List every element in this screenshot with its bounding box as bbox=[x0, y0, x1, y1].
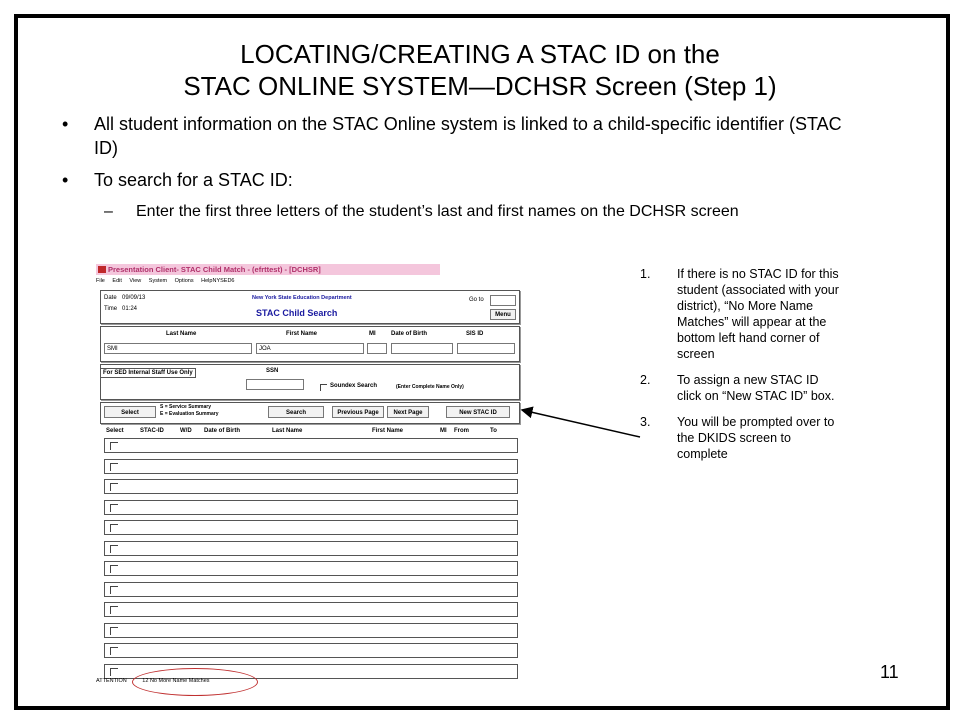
legend-evaluation-summary: E = Evaluation Summary bbox=[160, 411, 219, 417]
col-dob: Date of Birth bbox=[204, 428, 240, 434]
note-text: You will be prompted over to the DKIDS screen to complete bbox=[677, 415, 835, 461]
note-text: If there is no STAC ID for this student (associated with your district), “No More Name Matches” will appear at the bottom left hand corner of screen bbox=[677, 267, 839, 361]
row-checkbox[interactable] bbox=[110, 504, 118, 512]
legend-service-summary: S = Service Summary bbox=[160, 404, 212, 410]
table-row bbox=[104, 561, 518, 576]
status-label: ATTENTION bbox=[96, 678, 127, 684]
row-checkbox[interactable] bbox=[110, 524, 118, 532]
table-row bbox=[104, 520, 518, 535]
goto-input[interactable] bbox=[490, 295, 516, 306]
note-item bbox=[640, 414, 840, 462]
note-text: To assign a new STAC ID click on “New STAC ID” box. bbox=[677, 373, 835, 403]
window-titlebar bbox=[96, 264, 440, 275]
table-row bbox=[104, 582, 518, 597]
next-page-button[interactable]: Next Page bbox=[387, 406, 429, 418]
col-last-name: Last Name bbox=[272, 428, 303, 434]
page-number: 11 bbox=[880, 662, 899, 682]
menu-edit[interactable]: Edit bbox=[112, 278, 122, 284]
sis-id-header: SIS ID bbox=[466, 331, 484, 337]
time-value: 01:24 bbox=[122, 306, 138, 312]
instruction-notes bbox=[640, 266, 840, 472]
department-name: New York State Education Department bbox=[252, 295, 352, 301]
note-number: 1. bbox=[640, 267, 651, 281]
sis-id-input[interactable] bbox=[457, 343, 515, 354]
soundex-note: (Enter Complete Name Only) bbox=[396, 384, 464, 390]
sub-bullet-item bbox=[62, 200, 852, 224]
select-button[interactable]: Select bbox=[104, 406, 156, 418]
row-checkbox[interactable] bbox=[110, 647, 118, 655]
col-select: Select bbox=[106, 428, 124, 434]
first-name-header: First Name bbox=[286, 331, 318, 337]
bullet-dot-icon: • bbox=[62, 170, 69, 190]
row-checkbox[interactable] bbox=[110, 545, 118, 553]
dob-input[interactable] bbox=[391, 343, 453, 354]
table-row bbox=[104, 438, 518, 453]
note-item bbox=[640, 266, 840, 362]
sub-bullet-text: Enter the first three letters of the student’s last and first names on the DCHSR screen bbox=[136, 203, 739, 220]
date-label: Date bbox=[104, 295, 117, 301]
slide-title bbox=[60, 38, 900, 102]
menu-view[interactable]: View bbox=[129, 278, 142, 284]
soundex-checkbox[interactable] bbox=[320, 384, 327, 391]
previous-page-button[interactable]: Previous Page bbox=[332, 406, 384, 418]
menu-button[interactable]: Menu bbox=[490, 309, 516, 320]
row-checkbox[interactable] bbox=[110, 606, 118, 614]
row-checkbox[interactable] bbox=[110, 586, 118, 594]
bullet-item bbox=[62, 112, 852, 160]
row-checkbox[interactable] bbox=[110, 627, 118, 635]
note-number: 3. bbox=[640, 415, 651, 429]
col-wd: W/D bbox=[180, 428, 192, 434]
menu-options[interactable]: Options bbox=[174, 278, 194, 284]
window-title: Presentation Client- STAC Child Match - (efrttest) - [DCHSR] bbox=[108, 265, 321, 274]
col-to: To bbox=[490, 428, 497, 434]
bullet-text: All student information on the STAC Online system is linked to a child-specific identifier (STAC ID) bbox=[94, 114, 842, 158]
row-checkbox[interactable] bbox=[110, 463, 118, 471]
dchsr-screenshot bbox=[94, 262, 542, 692]
title-line-2: STAC ONLINE SYSTEM—DCHSR Screen (Step 1) bbox=[183, 71, 777, 101]
menu-file[interactable]: File bbox=[96, 278, 105, 284]
mi-header: MI bbox=[369, 331, 376, 337]
table-row bbox=[104, 459, 518, 474]
highlight-oval bbox=[132, 668, 258, 696]
time-label: Time bbox=[104, 306, 118, 312]
app-icon bbox=[98, 266, 106, 273]
col-from: From bbox=[454, 428, 469, 434]
goto-label: Go to bbox=[469, 297, 484, 303]
table-row bbox=[104, 643, 518, 658]
menu-bar bbox=[96, 278, 240, 284]
note-item bbox=[640, 372, 840, 404]
table-row bbox=[104, 602, 518, 617]
col-mi: MI bbox=[440, 428, 447, 434]
menu-system[interactable]: System bbox=[148, 278, 168, 284]
ssn-input[interactable] bbox=[246, 379, 304, 390]
dash-icon: – bbox=[104, 203, 113, 220]
bullet-text: To search for a STAC ID: bbox=[94, 170, 293, 190]
bullet-list bbox=[62, 112, 852, 224]
table-row bbox=[104, 479, 518, 494]
col-stac-id: STAC-ID bbox=[140, 428, 164, 434]
bullet-dot-icon: • bbox=[62, 114, 69, 134]
row-checkbox[interactable] bbox=[110, 483, 118, 491]
new-stac-id-button[interactable]: New STAC ID bbox=[446, 406, 510, 418]
dob-header: Date of Birth bbox=[391, 331, 427, 337]
first-name-input[interactable]: JOA bbox=[256, 343, 364, 354]
status-message: 12 No More Name Matches bbox=[142, 678, 210, 684]
search-button[interactable]: Search bbox=[268, 406, 324, 418]
soundex-label: Soundex Search bbox=[330, 383, 378, 389]
col-first-name: First Name bbox=[372, 428, 404, 434]
menu-help[interactable]: HelpNYSED6 bbox=[201, 278, 235, 284]
sed-internal-label: For SED Internal Staff Use Only bbox=[100, 368, 196, 378]
title-line-1: LOCATING/CREATING A STAC ID on the bbox=[240, 39, 720, 69]
row-checkbox[interactable] bbox=[110, 668, 118, 676]
last-name-input[interactable]: SMI bbox=[104, 343, 252, 354]
date-value: 09/09/13 bbox=[122, 295, 146, 301]
table-row bbox=[104, 623, 518, 638]
mi-input[interactable] bbox=[367, 343, 387, 354]
note-number: 2. bbox=[640, 373, 651, 387]
row-checkbox[interactable] bbox=[110, 565, 118, 573]
ssn-label: SSN bbox=[266, 368, 279, 374]
row-checkbox[interactable] bbox=[110, 442, 118, 450]
table-row bbox=[104, 541, 518, 556]
last-name-header: Last Name bbox=[166, 331, 197, 337]
bullet-item bbox=[62, 168, 852, 192]
screen-title: STAC Child Search bbox=[256, 308, 338, 318]
table-row bbox=[104, 500, 518, 515]
